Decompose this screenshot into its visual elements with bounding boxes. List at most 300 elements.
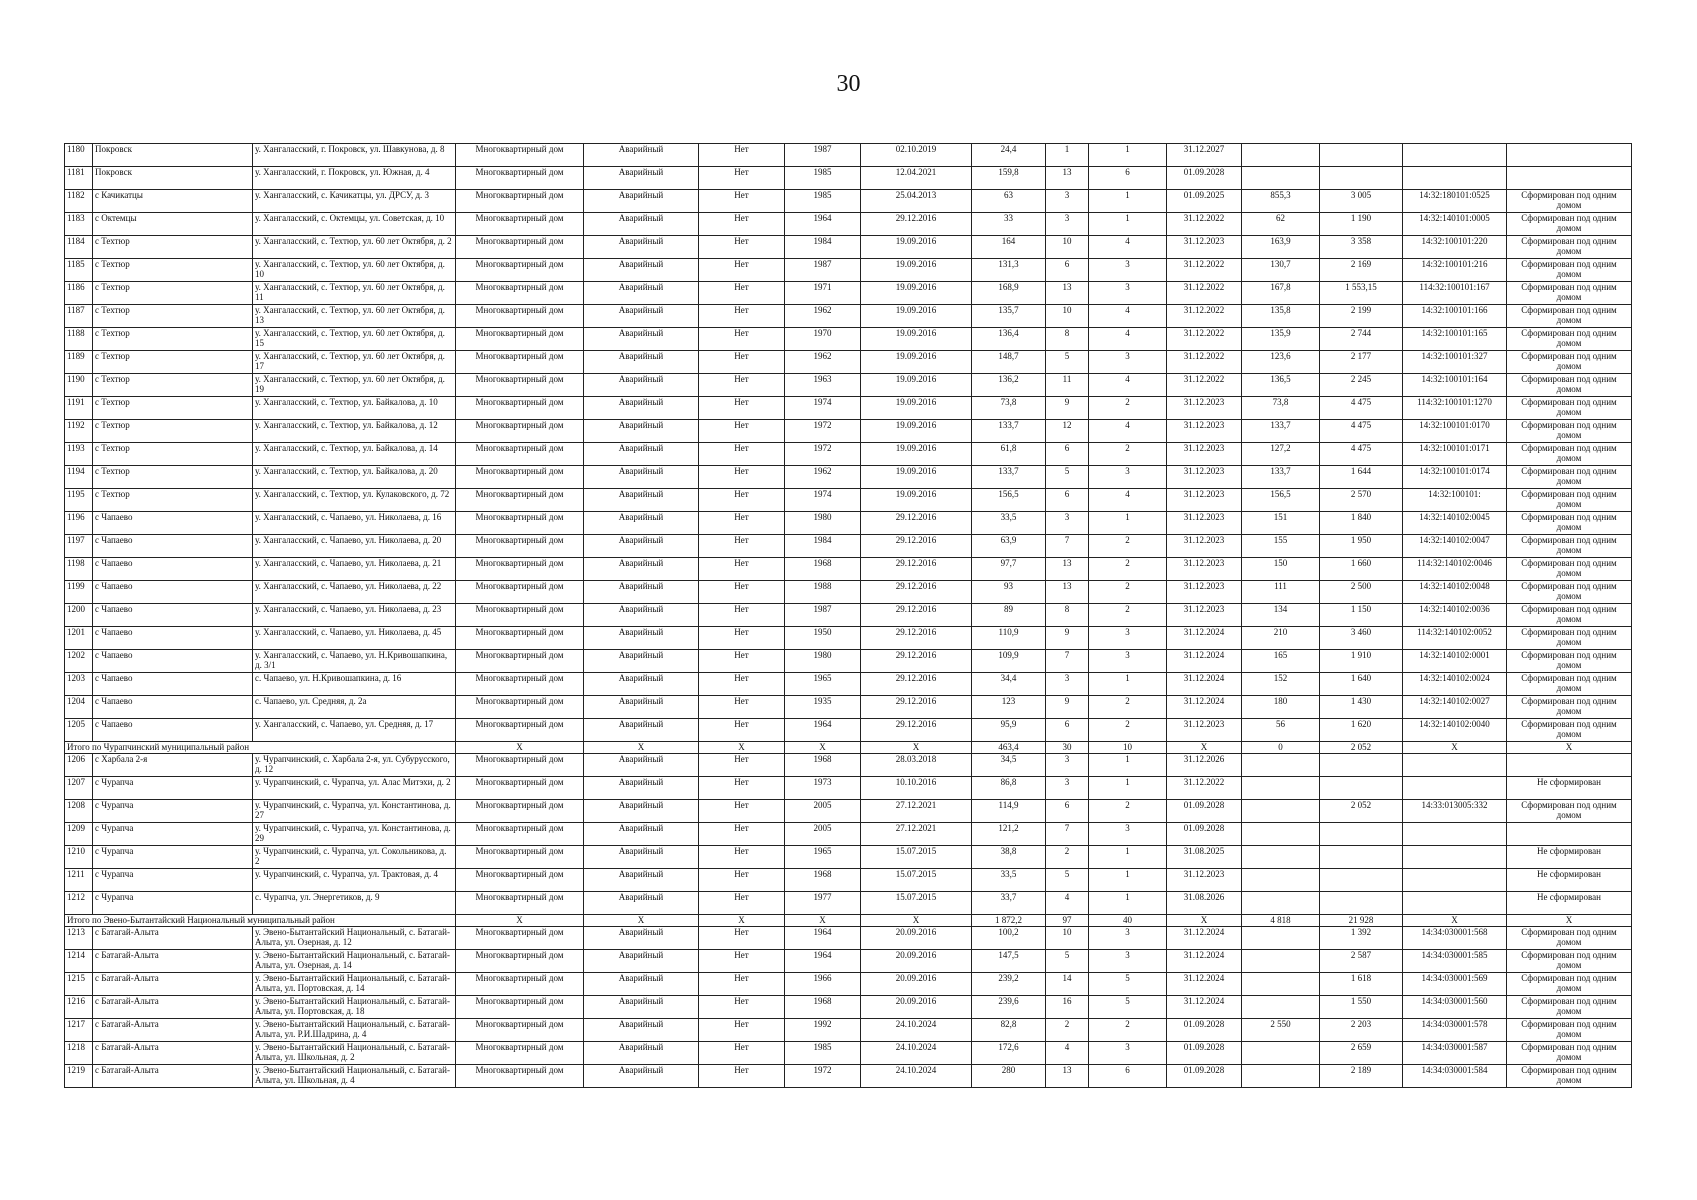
cell-condition: Аварийный [584,777,699,800]
cell-condition: Аварийный [584,823,699,846]
cell-apartments: 6 [1089,1065,1167,1088]
table-row [65,696,1632,719]
cell-condition: Аварийный [584,374,699,397]
cell-repair-flag: Нет [699,236,785,259]
cell-area: 156,5 [972,489,1046,512]
cell-build-year: 1974 [785,489,861,512]
cell-land-plot-status: Сформирован под одним домом [1507,328,1632,351]
cell-residents: 7 [1046,535,1089,558]
total-condition: X [584,742,699,754]
table-row [65,328,1632,351]
cell-row-number: 1196 [65,512,93,535]
cell-address: у. Чурапчинский, с. Чурапча, ул. Сокольникова, д. 2 [253,846,456,869]
cell-residents: 9 [1046,397,1089,420]
cell-relocation-deadline: 31.12.2024 [1167,627,1242,650]
cell-land-plot-status: Сформирован под одним домом [1507,950,1632,973]
cell-condition: Аварийный [584,973,699,996]
cell-condition: Аварийный [584,846,699,869]
cell-recognition-date: 24.10.2024 [861,1042,972,1065]
cell-residents: 13 [1046,581,1089,604]
cell-land-plot-status: Сформирован под одним домом [1507,1042,1632,1065]
cell-plot-area: 2 550 [1242,1019,1320,1042]
cell-condition: Аварийный [584,282,699,305]
total-plot-area: 0 [1242,742,1320,754]
cell-building-type: Многоквартирный дом [456,892,584,915]
cell-land-plot-status: Сформирован под одним домом [1507,466,1632,489]
cell-land-plot-status: Сформирован под одним домом [1507,259,1632,282]
cell-build-year: 2005 [785,800,861,823]
cell-recognition-date: 19.09.2016 [861,351,972,374]
cell-land-plot-status: Сформирован под одним домом [1507,443,1632,466]
cell-apartments: 2 [1089,696,1167,719]
cell-cadastral-number: 114:32:140102:0052 [1403,627,1507,650]
cell-apartments: 1 [1089,190,1167,213]
cell-build-year: 1980 [785,650,861,673]
cell-apartments: 3 [1089,823,1167,846]
cell-address: у. Хангаласский, с. Техтюр, ул. 60 лет Октября, д. 10 [253,259,456,282]
cell-apartments: 1 [1089,777,1167,800]
cell-row-number: 1205 [65,719,93,742]
cell-cadastral-number: 14:32:100101:0171 [1403,443,1507,466]
cell-address: у. Хангаласский, с. Техтюр, ул. 60 лет Октября, д. 11 [253,282,456,305]
total-relocation-deadline: X [1167,915,1242,927]
cell-relocation-deadline: 01.09.2028 [1167,1042,1242,1065]
page-number: 30 [836,71,861,97]
cell-building-type: Многоквартирный дом [456,558,584,581]
table-row [65,1065,1632,1088]
cell-repair-flag: Нет [699,512,785,535]
cell-cadastral-number: 14:32:100101:327 [1403,351,1507,374]
cell-recognition-date: 24.10.2024 [861,1065,972,1088]
cell-relocation-deadline: 31.12.2022 [1167,328,1242,351]
cell-settlement: с Качикатцы [93,190,253,213]
cell-recognition-date: 20.09.2016 [861,973,972,996]
cell-area: 38,8 [972,846,1046,869]
cell-relocation-deadline: 31.12.2023 [1167,443,1242,466]
cell-relocation-deadline: 31.12.2023 [1167,512,1242,535]
cell-repair-flag: Нет [699,800,785,823]
cell-cadastral-number: 14:32:100101:0174 [1403,466,1507,489]
cell-apartments: 1 [1089,673,1167,696]
total-residents: 97 [1046,915,1089,927]
cell-relocation-deadline: 31.12.2023 [1167,420,1242,443]
cell-building-type: Многоквартирный дом [456,650,584,673]
cell-cadastral-number [1403,144,1507,167]
cell-recognition-date: 29.12.2016 [861,558,972,581]
cell-apartments: 4 [1089,236,1167,259]
cell-settlement: с Техтюр [93,374,253,397]
cell-area: 148,7 [972,351,1046,374]
cell-relocation-deadline: 01.09.2028 [1167,1019,1242,1042]
cell-relocation-deadline: 31.12.2024 [1167,996,1242,1019]
cell-relocation-deadline: 31.12.2022 [1167,351,1242,374]
cell-repair-flag: Нет [699,673,785,696]
cell-building-type: Многоквартирный дом [456,282,584,305]
cell-plot-area [1242,892,1320,915]
cell-recognition-date: 19.09.2016 [861,328,972,351]
cell-cost: 2 659 [1320,1042,1403,1065]
cell-area: 109,9 [972,650,1046,673]
cell-building-type: Многоквартирный дом [456,213,584,236]
cell-repair-flag: Нет [699,282,785,305]
cell-row-number: 1219 [65,1065,93,1088]
cell-building-type: Многоквартирный дом [456,696,584,719]
cell-settlement: с Чурапча [93,869,253,892]
cell-address: у. Хангаласский, с. Чапаево, ул. Средняя, д. 17 [253,719,456,742]
cell-settlement: с Батагай-Алыта [93,1065,253,1088]
housing-registry-table [64,143,1632,1088]
cell-residents: 3 [1046,777,1089,800]
cell-condition: Аварийный [584,869,699,892]
cell-address: у. Хангаласский, с. Техтюр, ул. 60 лет Октября, д. 17 [253,351,456,374]
cell-land-plot-status: Сформирован под одним домом [1507,604,1632,627]
cell-repair-flag: Нет [699,167,785,190]
cell-cost [1320,823,1403,846]
cell-cadastral-number: 14:32:140102:0040 [1403,719,1507,742]
cell-condition: Аварийный [584,581,699,604]
total-cadastral-number: X [1403,742,1507,754]
cell-address: у. Эвено-Бытантайский Национальный, с. Батагай-Алыта, ул. Портовская, д. 14 [253,973,456,996]
cell-plot-area [1242,950,1320,973]
cell-apartments: 2 [1089,443,1167,466]
cell-plot-area [1242,1042,1320,1065]
cell-residents: 2 [1046,1019,1089,1042]
cell-area: 82,8 [972,1019,1046,1042]
cell-plot-area: 152 [1242,673,1320,696]
table-row [65,1019,1632,1042]
cell-relocation-deadline: 31.12.2024 [1167,927,1242,950]
cell-build-year: 1968 [785,754,861,777]
cell-build-year: 1977 [785,892,861,915]
table-row [65,236,1632,259]
cell-building-type: Многоквартирный дом [456,869,584,892]
cell-plot-area: 163,9 [1242,236,1320,259]
cell-recognition-date: 19.09.2016 [861,236,972,259]
table-row [65,397,1632,420]
cell-cost: 2 570 [1320,489,1403,512]
cell-relocation-deadline: 31.12.2022 [1167,259,1242,282]
cell-build-year: 1987 [785,144,861,167]
total-area: 1 872,2 [972,915,1046,927]
cell-building-type: Многоквартирный дом [456,167,584,190]
cell-relocation-deadline: 31.12.2023 [1167,581,1242,604]
cell-build-year: 1968 [785,869,861,892]
cell-row-number: 1193 [65,443,93,466]
cell-area: 114,9 [972,800,1046,823]
cell-residents: 9 [1046,627,1089,650]
cell-settlement: с Батагай-Алыта [93,973,253,996]
cell-row-number: 1184 [65,236,93,259]
cell-area: 164 [972,236,1046,259]
cell-recognition-date: 20.09.2016 [861,950,972,973]
cell-address: у. Эвено-Бытантайский Национальный, с. Батагай-Алыта, ул. Озерная, д. 12 [253,927,456,950]
cell-settlement: с Чурапча [93,777,253,800]
cell-area: 168,9 [972,282,1046,305]
total-build-year: X [785,742,861,754]
cell-cadastral-number [1403,777,1507,800]
cell-repair-flag: Нет [699,950,785,973]
cell-condition: Аварийный [584,927,699,950]
cell-build-year: 1963 [785,374,861,397]
cell-plot-area: 134 [1242,604,1320,627]
cell-condition: Аварийный [584,512,699,535]
cell-settlement: с Техтюр [93,420,253,443]
cell-build-year: 1964 [785,927,861,950]
cell-build-year: 1985 [785,190,861,213]
cell-plot-area: 155 [1242,535,1320,558]
cell-apartments: 2 [1089,1019,1167,1042]
cell-cadastral-number: 14:32:140102:0047 [1403,535,1507,558]
cell-plot-area: 150 [1242,558,1320,581]
cell-building-type: Многоквартирный дом [456,1042,584,1065]
cell-row-number: 1203 [65,673,93,696]
cell-cadastral-number [1403,823,1507,846]
cell-recognition-date: 10.10.2016 [861,777,972,800]
cell-repair-flag: Нет [699,420,785,443]
cell-cost: 4 475 [1320,420,1403,443]
cell-area: 135,7 [972,305,1046,328]
cell-apartments: 2 [1089,800,1167,823]
table-row [65,1042,1632,1065]
cell-plot-area [1242,167,1320,190]
cell-cadastral-number: 14:32:140102:0048 [1403,581,1507,604]
cell-plot-area [1242,777,1320,800]
cell-build-year: 1970 [785,328,861,351]
district-total-row [65,742,1632,754]
table-row [65,754,1632,777]
cell-plot-area: 127,2 [1242,443,1320,466]
cell-plot-area: 855,3 [1242,190,1320,213]
table-row [65,443,1632,466]
cell-settlement: с Харбала 2-я [93,754,253,777]
cell-land-plot-status: Сформирован под одним домом [1507,650,1632,673]
cell-building-type: Многоквартирный дом [456,535,584,558]
cell-apartments: 5 [1089,996,1167,1019]
cell-settlement: с Техтюр [93,443,253,466]
cell-settlement: с Техтюр [93,282,253,305]
cell-condition: Аварийный [584,535,699,558]
table-row [65,800,1632,823]
cell-settlement: Покровск [93,167,253,190]
total-plot-area: 4 818 [1242,915,1320,927]
table-row [65,927,1632,950]
cell-row-number: 1194 [65,466,93,489]
cell-land-plot-status: Не сформирован [1507,777,1632,800]
cell-plot-area: 210 [1242,627,1320,650]
cell-repair-flag: Нет [699,604,785,627]
cell-land-plot-status: Сформирован под одним домом [1507,305,1632,328]
cell-plot-area [1242,1065,1320,1088]
cell-land-plot-status: Сформирован под одним домом [1507,581,1632,604]
cell-row-number: 1201 [65,627,93,650]
cell-build-year: 1972 [785,420,861,443]
cell-apartments: 4 [1089,489,1167,512]
cell-apartments: 3 [1089,627,1167,650]
cell-building-type: Многоквартирный дом [456,996,584,1019]
cell-building-type: Многоквартирный дом [456,351,584,374]
cell-address: у. Хангаласский, с. Октемцы, ул. Советская, д. 10 [253,213,456,236]
cell-residents: 11 [1046,374,1089,397]
cell-building-type: Многоквартирный дом [456,190,584,213]
cell-land-plot-status: Сформирован под одним домом [1507,673,1632,696]
table-row [65,420,1632,443]
cell-cost: 2 177 [1320,351,1403,374]
cell-cost: 3 005 [1320,190,1403,213]
cell-recognition-date: 20.09.2016 [861,927,972,950]
cell-condition: Аварийный [584,351,699,374]
cell-repair-flag: Нет [699,466,785,489]
cell-land-plot-status [1507,167,1632,190]
cell-relocation-deadline: 31.12.2024 [1167,950,1242,973]
cell-apartments: 1 [1089,869,1167,892]
cell-build-year: 1966 [785,973,861,996]
cell-area: 136,2 [972,374,1046,397]
cell-row-number: 1204 [65,696,93,719]
cell-building-type: Многоквартирный дом [456,236,584,259]
cell-address: у. Чурапчинский, с. Чурапча, ул. Константинова, д. 29 [253,823,456,846]
cell-row-number: 1187 [65,305,93,328]
cell-relocation-deadline: 01.09.2028 [1167,167,1242,190]
cell-settlement: с Чапаево [93,719,253,742]
cell-residents: 6 [1046,443,1089,466]
cell-plot-area: 111 [1242,581,1320,604]
cell-row-number: 1192 [65,420,93,443]
cell-address: у. Хангаласский, с. Чапаево, ул. Николаева, д. 16 [253,512,456,535]
cell-plot-area [1242,996,1320,1019]
cell-area: 33,7 [972,892,1046,915]
cell-settlement: с Техтюр [93,305,253,328]
cell-cadastral-number: 14:32:100101:0170 [1403,420,1507,443]
cell-condition: Аварийный [584,305,699,328]
cell-cost: 1 640 [1320,673,1403,696]
cell-row-number: 1208 [65,800,93,823]
cell-land-plot-status: Сформирован под одним домом [1507,351,1632,374]
cell-condition: Аварийный [584,754,699,777]
cell-address: у. Хангаласский, с. Техтюр, ул. Кулаковского, д. 72 [253,489,456,512]
cell-repair-flag: Нет [699,1019,785,1042]
cell-cost: 2 587 [1320,950,1403,973]
cell-area: 133,7 [972,420,1046,443]
cell-repair-flag: Нет [699,1065,785,1088]
cell-land-plot-status: Сформирован под одним домом [1507,190,1632,213]
cell-row-number: 1211 [65,869,93,892]
cell-cost [1320,869,1403,892]
cell-repair-flag: Нет [699,823,785,846]
cell-residents: 5 [1046,466,1089,489]
cell-apartments: 3 [1089,927,1167,950]
cell-build-year: 1935 [785,696,861,719]
cell-apartments: 1 [1089,213,1167,236]
cell-plot-area: 136,5 [1242,374,1320,397]
cell-cost [1320,892,1403,915]
cell-area: 239,6 [972,996,1046,1019]
cell-cadastral-number: 14:32:140102:0036 [1403,604,1507,627]
cell-settlement: с Техтюр [93,397,253,420]
cell-relocation-deadline: 01.09.2028 [1167,1065,1242,1088]
cell-repair-flag: Нет [699,627,785,650]
cell-apartments: 3 [1089,650,1167,673]
cell-recognition-date: 29.12.2016 [861,581,972,604]
cell-cadastral-number: 14:32:100101:166 [1403,305,1507,328]
cell-condition: Аварийный [584,213,699,236]
cell-building-type: Многоквартирный дом [456,627,584,650]
cell-repair-flag: Нет [699,351,785,374]
cell-build-year: 1965 [785,846,861,869]
cell-recognition-date: 19.09.2016 [861,374,972,397]
cell-cadastral-number: 114:32:100101:167 [1403,282,1507,305]
cell-build-year: 1973 [785,777,861,800]
cell-row-number: 1195 [65,489,93,512]
cell-row-number: 1207 [65,777,93,800]
cell-land-plot-status: Сформирован под одним домом [1507,420,1632,443]
cell-relocation-deadline: 31.12.2024 [1167,673,1242,696]
table-row [65,846,1632,869]
cell-area: 33,5 [972,512,1046,535]
cell-residents: 6 [1046,719,1089,742]
table-row [65,259,1632,282]
cell-address: у. Хангаласский, с. Техтюр, ул. 60 лет Октября, д. 19 [253,374,456,397]
cell-settlement: с Батагай-Алыта [93,1019,253,1042]
cell-residents: 13 [1046,558,1089,581]
cell-row-number: 1190 [65,374,93,397]
cell-plot-area: 73,8 [1242,397,1320,420]
cell-settlement: с Чапаево [93,627,253,650]
cell-cost: 1 644 [1320,466,1403,489]
cell-repair-flag: Нет [699,213,785,236]
cell-cost: 1 660 [1320,558,1403,581]
cell-residents: 1 [1046,144,1089,167]
cell-residents: 9 [1046,696,1089,719]
cell-cadastral-number [1403,869,1507,892]
cell-condition: Аварийный [584,328,699,351]
total-area: 463,4 [972,742,1046,754]
cell-cadastral-number: 14:32:180101:0525 [1403,190,1507,213]
cell-relocation-deadline: 31.12.2022 [1167,213,1242,236]
table-row [65,892,1632,915]
cell-land-plot-status: Сформирован под одним домом [1507,512,1632,535]
cell-relocation-deadline: 31.12.2023 [1167,719,1242,742]
cell-build-year: 1962 [785,305,861,328]
cell-area: 121,2 [972,823,1046,846]
cell-building-type: Многоквартирный дом [456,328,584,351]
cell-cost: 2 052 [1320,800,1403,823]
cell-cost: 1 190 [1320,213,1403,236]
cell-residents: 3 [1046,512,1089,535]
cell-plot-area: 56 [1242,719,1320,742]
table-row [65,305,1632,328]
cell-address: у. Хангаласский, с. Качикатцы, ул. ДРСУ, д. 3 [253,190,456,213]
cell-area: 147,5 [972,950,1046,973]
cell-address: у. Эвено-Бытантайский Национальный, с. Батагай-Алыта, ул. Портовская, д. 18 [253,996,456,1019]
cell-build-year: 1964 [785,950,861,973]
cell-apartments: 1 [1089,846,1167,869]
table-row [65,282,1632,305]
cell-condition: Аварийный [584,950,699,973]
cell-apartments: 3 [1089,466,1167,489]
cell-condition: Аварийный [584,650,699,673]
cell-repair-flag: Нет [699,374,785,397]
cell-apartments: 4 [1089,420,1167,443]
table-row [65,213,1632,236]
cell-relocation-deadline: 31.12.2027 [1167,144,1242,167]
cell-apartments: 3 [1089,351,1167,374]
table-row [65,719,1632,742]
cell-build-year: 1964 [785,213,861,236]
cell-apartments: 4 [1089,328,1167,351]
district-total-label: Итого по Эвено-Бытантайский Национальный муниципальный район [65,915,456,927]
cell-recognition-date: 27.12.2021 [861,800,972,823]
cell-build-year: 1992 [785,1019,861,1042]
